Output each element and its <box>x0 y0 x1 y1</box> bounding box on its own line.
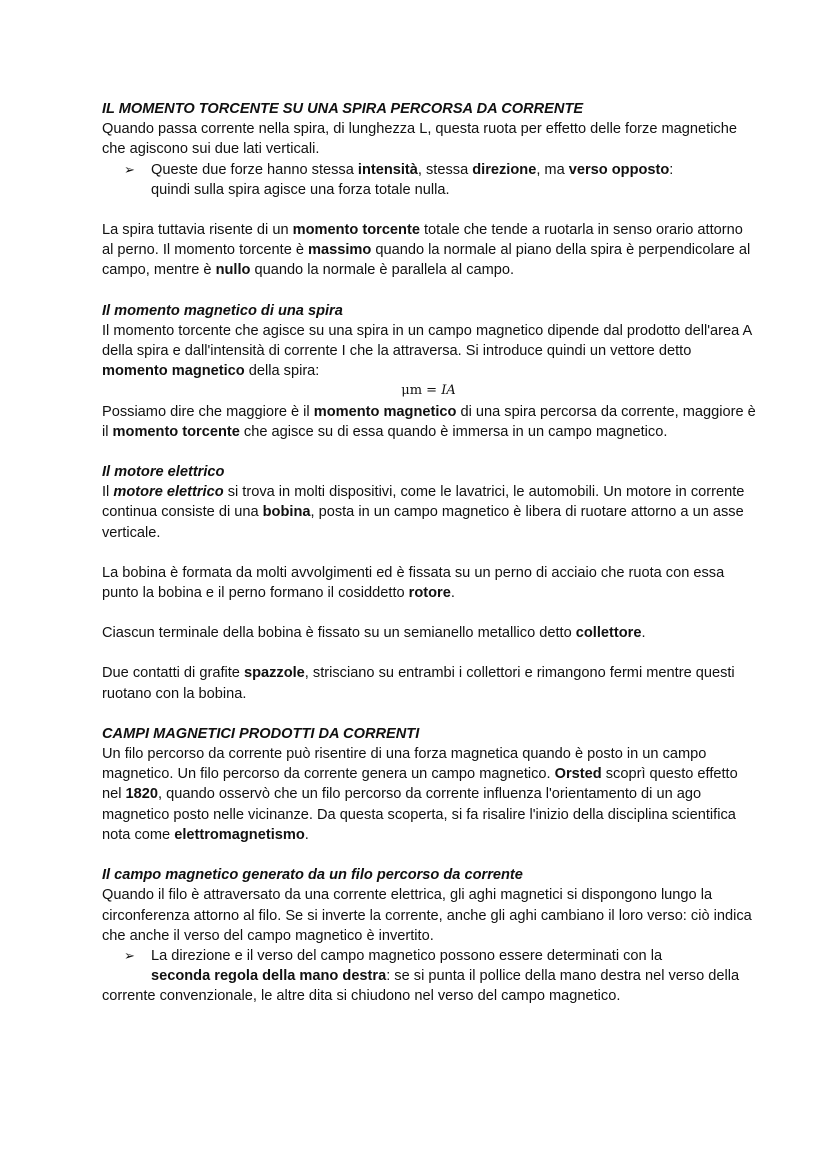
section-title-campo-filo: Il campo magnetico generato da un filo percorso da corrente <box>102 867 523 884</box>
bullet-item: ➢ La direzione e il verso del campo magnetico possono essere determinati con la seconda regola della mano destra: se si punta il pollice della mano destra nel verso della corrente convenzionale, le altre dita si chiudono nel verso del campo magnetico. <box>102 947 740 1005</box>
section-title-momento-magnetico: Il momento magnetico di una spira <box>102 302 343 319</box>
section-title-campi-magnetici: CAMPI MAGNETICI PRODOTTI DA CORRENTI <box>102 725 420 742</box>
arrow-bullet-icon: ➢ <box>124 161 135 177</box>
paragraph: La bobina è formata da molti avvolgimenti ed è fissata su un perno di acciaio che ruota con essa punto la bobina e il perno formano il cosiddetto rotore. <box>102 564 725 602</box>
paragraph: Il motore elettrico si trova in molti dispositivi, come le lavatrici, le automobili. Un motore in corrente continua consiste di una bobina, posta in un campo magnetico è libera di ruotare attorno a un asse verticale. <box>102 484 745 541</box>
paragraph: Quando il filo è attraversato da una corrente elettrica, gli aghi magnetici si dispongono lungo la circonferenza attorno al filo. Se si inverte la corrente, anche gli aghi cambiano il loro verso: ciò indica che anche il verso del campo magnetico è invertito. <box>102 887 752 944</box>
section-title-momento-torcente: IL MOMENTO TORCENTE SU UNA SPIRA PERCORSA DA CORRENTE <box>102 101 584 117</box>
paragraph: La spira tuttavia risente di un momento torcente totale che tende a ruotarla in senso orario attorno al perno. Il momento torcente è massimo quando la normale al piano della spira è perpendicolare al campo, mentre è nullo quando la normale è parallela al campo. <box>102 222 751 279</box>
formula: μm = IA <box>401 383 456 399</box>
paragraph: Il momento torcente che agisce su una spira in un campo magnetico dipende dal prodotto dell'area A della spira e dall'intensità di corrente I che la attraversa. Si introduce quindi un vettore detto momento magnetico della spira: <box>102 322 752 380</box>
section-title-motore-elettrico: Il motore elettrico <box>102 464 225 481</box>
paragraph: Un filo percorso da corrente può risentire di una forza magnetica quando è posto in un campo magnetico. Un filo percorso da corrente genera un campo magnetico. Orsted scoprì questo effetto nel 1820, quando osservò che un filo percorso da corrente influenza l'orientamento di un ago magnetico posto nelle vicinanze. Da questa scoperta, si fa risalire l'inizio della disciplina scientifica nota come elettromagnetismo. <box>102 746 738 843</box>
arrow-bullet-icon: ➢ <box>124 947 135 963</box>
bullet-item: ➢ Queste due forze hanno stessa intensità, stessa direzione, ma verso opposto: quindi sulla spira agisce una forza totale nulla. <box>124 161 674 198</box>
paragraph: Due contatti di grafite spazzole, strisciano su entrambi i collettori e rimangono fermi mentre questi ruotano con la bobina. <box>102 665 735 702</box>
paragraph: Ciascun terminale della bobina è fissato su un semianello metallico detto collettore. <box>102 625 646 642</box>
bullet-continuation: : se si punta il pollice della mano destra nel verso della corrente convenzionale, le altre dita si chiudono nel verso del campo magnetico. <box>102 968 740 1005</box>
paragraph: Quando passa corrente nella spira, di lunghezza L, questa ruota per effetto delle forze magnetiche che agiscono sui due lati verticali. <box>102 121 737 158</box>
paragraph: Possiamo dire che maggiore è il momento magnetico di una spira percorsa da corrente, maggiore è il momento torcente che agisce su di essa quando è immersa in un campo magnetico. <box>102 403 756 440</box>
